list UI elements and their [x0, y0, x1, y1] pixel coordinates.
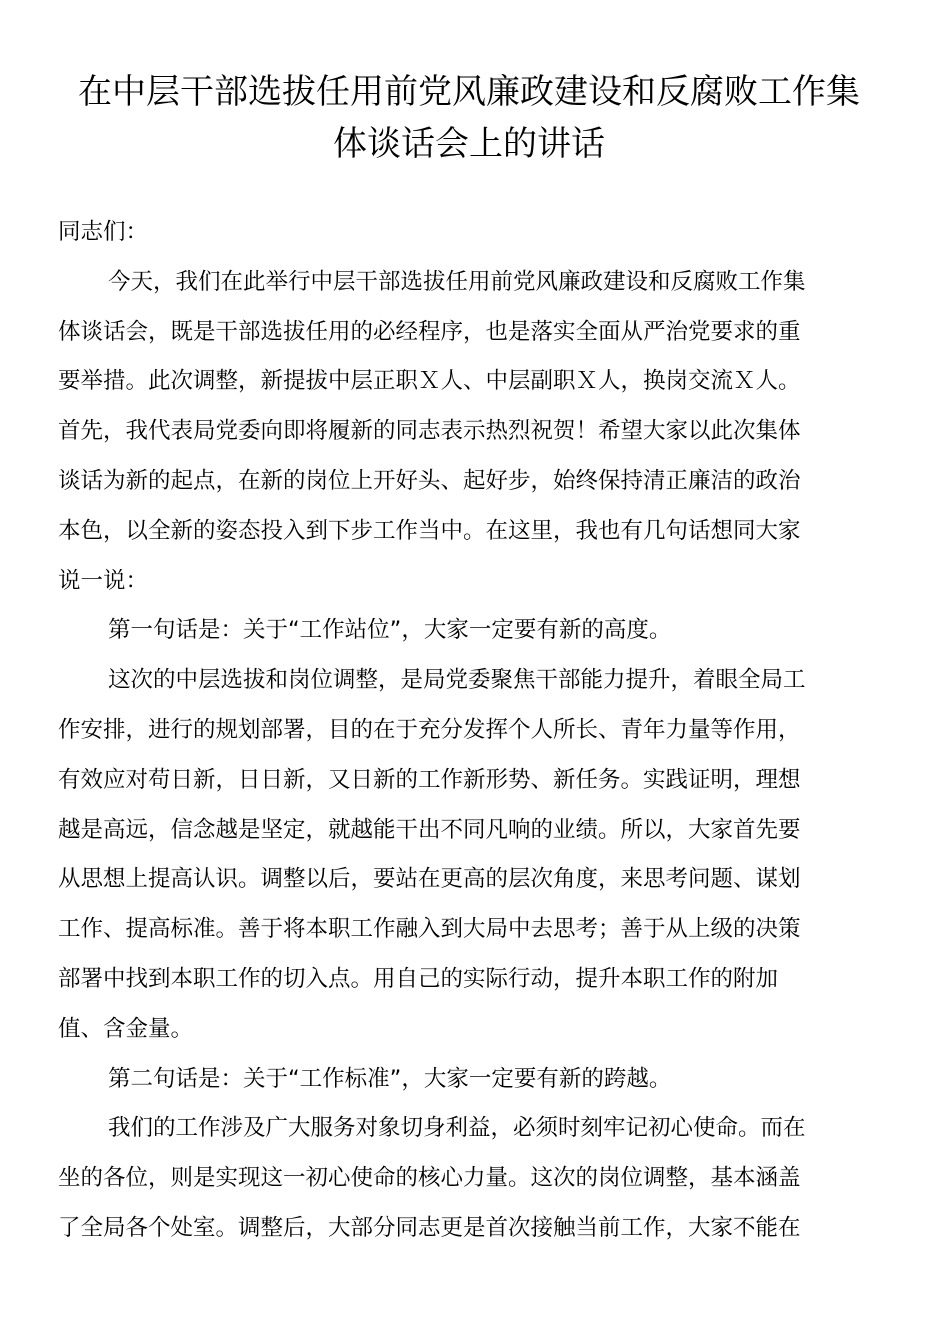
section-heading-line: 第二句话是：关于“工作标准”，大家一定要有新的跨越。	[108, 1065, 672, 1092]
paragraph-line: 部署中找到本职工作的切入点。用自己的实际行动，提升本职工作的附加	[58, 965, 779, 992]
paragraph-line: 首先，我代表局党委向即将履新的同志表示热烈祝贺！希望大家以此次集体	[58, 418, 801, 445]
paragraph-line: 工作、提高标准。善于将本职工作融入到大局中去思考；善于从上级的决策	[58, 916, 801, 943]
paragraph-line: 越是高远，信念越是坚定，就越能干出不同凡响的业绩。所以，大家首先要	[58, 816, 801, 843]
document-body	[58, 208, 880, 1254]
paragraph-line: 今天，我们在此举行中层干部选拔任用前党风廉政建设和反腐败工作集	[108, 268, 806, 295]
paragraph-line: 值、含金量。	[58, 1015, 194, 1042]
paragraph-section-2	[58, 1104, 880, 1253]
paragraph-line: 有效应对苟日新，日日新，又日新的工作新形势、新任务。实践证明，理想	[58, 766, 801, 793]
paragraph-line: 谈话为新的起点，在新的岗位上开好头、起好步，始终保持清正廉洁的政治	[58, 467, 801, 494]
paragraph-line: 了全局各个处室。调整后，大部分同志更是首次接触当前工作，大家不能在	[58, 1214, 801, 1241]
title-line-1: 在中层干部选拔任用前党风廉政建设和反腐败工作集	[78, 72, 860, 112]
paragraph-section-1	[58, 656, 880, 1054]
paragraph-intro	[58, 258, 880, 607]
paragraph-line: 从思想上提高认识。调整以后，要站在更高的层次角度，来思考问题、谋划	[58, 866, 801, 893]
document-title	[58, 66, 880, 170]
title-line-2: 体谈话会上的讲话	[333, 124, 605, 164]
paragraph-line: 这次的中层选拔和岗位调整，是局党委聚焦干部能力提升，着眼全局工	[108, 667, 806, 694]
section-heading-line: 第一句话是：关于“工作站位”，大家一定要有新的高度。	[108, 617, 672, 644]
salutation	[58, 208, 880, 258]
paragraph-line: 体谈话会，既是干部选拔任用的必经程序，也是落实全面从严治党要求的重	[58, 318, 801, 345]
section-heading-2	[58, 1055, 880, 1105]
section-heading-1	[58, 606, 880, 656]
paragraph-line: 说一说：	[58, 567, 149, 594]
paragraph-line: 我们的工作涉及广大服务对象切身利益，必须时刻牢记初心使命。而在	[108, 1115, 806, 1142]
paragraph-line: 坐的各位，则是实现这一初心使命的核心力量。这次的岗位调整，基本涵盖	[58, 1165, 801, 1192]
paragraph-line: 作安排，进行的规划部署，目的在于充分发挥个人所长、青年力量等作用，	[58, 716, 801, 743]
paragraph-line: 要举措。此次调整，新提拔中层正职Ｘ人、中层副职Ｘ人，换岗交流Ｘ人。	[58, 368, 801, 395]
paragraph-line: 本色，以全新的姿态投入到下步工作当中。在这里，我也有几句话想同大家	[58, 517, 801, 544]
salutation-line: 同志们：	[58, 219, 149, 245]
